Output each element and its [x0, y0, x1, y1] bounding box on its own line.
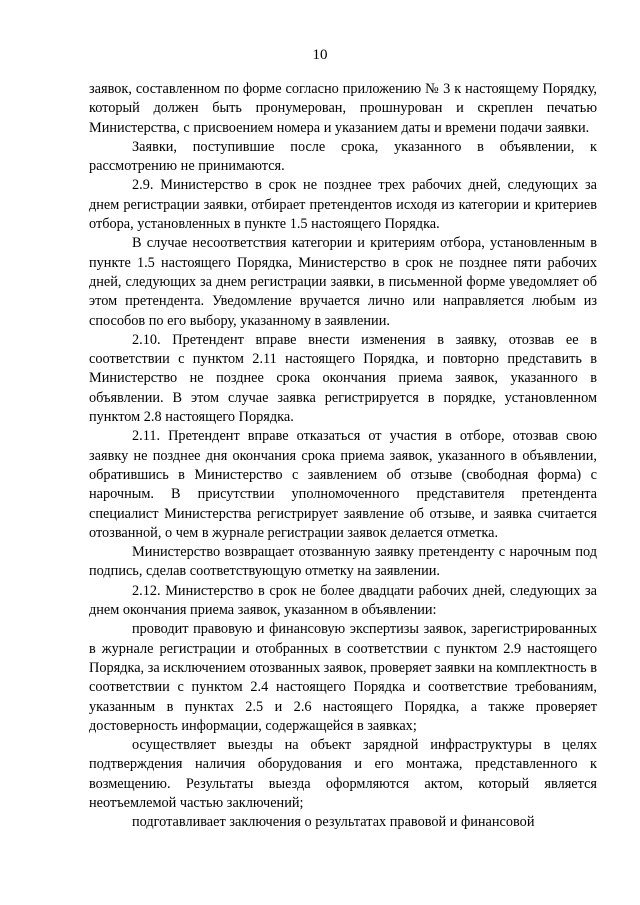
paragraph-6: 2.11. Претендент вправе отказаться от участия в отборе, отозвав свою заявку не позднее дня окончания срока приема заявок, указанного в объявлении, обратившись в Министерство с заявлением об отзыве (свободная форма) с нарочным. В присутствии уполномоченного представителя претендента специалист Министерства регистрирует заявление об отзыве, и заявка считается отозванной, о чем в журнале регистрации заявок делается отметка.	[89, 428, 597, 541]
paragraph-7: Министерство возвращает отозванную заявку претенденту с нарочным под подпись, сделав соответствующую отметку на заявлении.	[89, 544, 597, 580]
paragraph-1: заявок, составленном по форме согласно приложению № 3 к настоящему Порядку, который должен быть пронумерован, прошнурован и скреплен печатью Министерства, с присвоением номера и указанием даты и времени подачи заявки.	[89, 81, 597, 136]
paragraph-2: Заявки, поступившие после срока, указанного в объявлении, к рассмотрению не принимаются.	[89, 138, 597, 175]
body-text	[89, 80, 597, 833]
paragraph-11: подготавливает заключения о результатах правовой и финансовой	[132, 814, 535, 831]
paragraph-3: 2.9. Министерство в срок не позднее трех рабочих дней, следующих за днем регистрации заявки, отбирает претендентов исходя из категории и критериев отбора, установленных в пункте 1.5 настоящего Порядка.	[89, 177, 597, 233]
paragraph-8: 2.12. Министерство в срок не более двадцати рабочих дней, следующих за днем окончания приема заявок, указанном в объявлении:	[89, 582, 597, 619]
paragraph-10: осуществляет выезды на объект зарядной инфраструктуры в целях подтверждения наличия оборудования и его монтажа, представленного к возмещению. Результаты выезда оформляются актом, который является неотъемлемой частью заключений;	[89, 737, 597, 811]
paragraph-9: проводит правовую и финансовую экспертизы заявок, зарегистрированных в журнале регистрации и отобранных в соответствии с пунктом 2.9 настоящего Порядка, за исключением отозванных заявок, проверяет заявки на комплектность в соответствии с пунктом 2.4 настоящего Порядка и соответствие требованиям, указанным в пунктах 2.5 и 2.6 настоящего Порядка, а также проверяет достоверность информации, содержащейся в заявках;	[89, 621, 597, 734]
page-number: 10	[312, 47, 328, 63]
paragraph-4: В случае несоответствия категории и критериям отбора, установленным в пункте 1.5 настоящего Порядка, Министерство в срок не позднее пяти рабочих дней, следующих за днем регистрации заявки, в письменной форме уведомляет об этом претендента. Уведомление вручается лично или направляется любым из способов по его выбору, указанному в заявлении.	[89, 235, 597, 329]
paragraph-5: 2.10. Претендент вправе внести изменения в заявку, отозвав ее в соответствии с пунктом 2.11 настоящего Порядка, и повторно представить в Министерство не позднее срока окончания приема заявок, указанного в объявлении. В этом случае заявка регистрируется в порядке, установленном пунктом 2.8 настоящего Порядка.	[89, 331, 597, 426]
